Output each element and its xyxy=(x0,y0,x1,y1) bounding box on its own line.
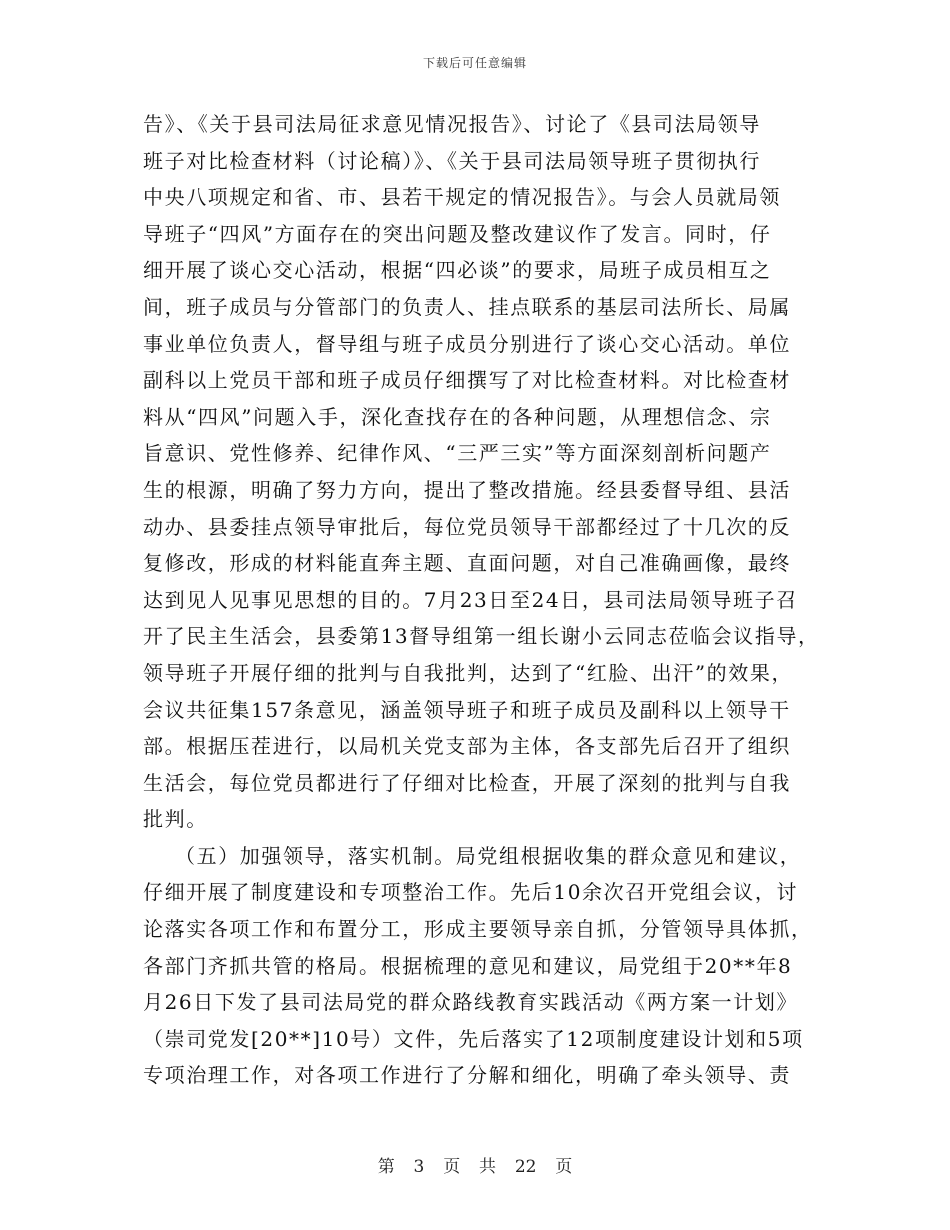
text-line: 批判。 xyxy=(143,807,208,832)
text-line: 导班子“四风”方面存在的突出问题及整改建议作了发言。同时，仔 xyxy=(143,221,772,246)
text-line: 细开展了谈心交心活动，根据“四必谈”的要求，局班子成员相互之 xyxy=(143,258,772,283)
section-heading-line: （五）加强领导，落实机制。局党组根据收集的群众意见和建议， xyxy=(175,843,802,868)
page-word: 第 xyxy=(377,1157,395,1177)
text-line: 班子对比检查材料（讨论稿）》、《关于县司法局领导班子贯彻执行 xyxy=(143,148,761,173)
text-line: 动办、县委挂点领导审批后，每位党员领导干部都经过了十几次的反 xyxy=(143,514,791,539)
text-line: 副科以上党员干部和班子成员仔细撰写了对比检查材料。对比检查材 xyxy=(143,368,791,393)
text-line: 各部门齐抓共管的格局。根据梳理的意见和建议，局党组于20**年8 xyxy=(143,953,793,978)
text-line: 开了民主生活会，县委第13督导组第一组长谢小云同志莅临会议指导， xyxy=(143,624,820,649)
document-body xyxy=(143,106,823,1094)
text-line: 专项治理工作，对各项工作进行了分解和细化，明确了牵头领导、责 xyxy=(143,1063,791,1088)
text-line: 生的根源，明确了努力方向，提出了整改措施。经县委督导组、县活 xyxy=(143,477,791,502)
page-unit: 页 xyxy=(443,1157,461,1177)
total-pages: 22 xyxy=(514,1157,537,1177)
text-line: 复修改，形成的材料能直奔主题、直面问题，对自己准确画像，最终 xyxy=(143,551,791,576)
text-line: 会议共征集157条意见，涵盖领导班子和班子成员及副科以上领导干 xyxy=(143,697,791,722)
total-unit: 页 xyxy=(555,1157,573,1177)
text-line: 告》、《关于县司法局征求意见情况报告》、讨论了《县司法局领导 xyxy=(143,112,761,136)
text-line: 部。根据压茬进行，以局机关党支部为主体，各支部先后召开了组织 xyxy=(143,734,791,759)
page-footer xyxy=(0,1152,950,1177)
text-line: 中央八项规定和省、市、县若干规定的情况报告》。与会人员就局领 xyxy=(143,185,781,210)
text-line: 仔细开展了制度建设和专项整治工作。先后10余次召开党组会议，讨 xyxy=(143,880,799,905)
text-line: 领导班子开展仔细的批判与自我批判，达到了“红脸、出汗”的效果， xyxy=(143,660,794,685)
text-line: 达到见人见事见思想的目的。7月23日至24日，县司法局领导班子召 xyxy=(143,587,798,612)
text-line: （崇司党发[20**]10号）文件，先后落实了12项制度建设计划和5项 xyxy=(143,1026,804,1051)
text-line: 月26日下发了县司法局党的群众路线教育实践活动《两方案一计划》 xyxy=(143,990,799,1015)
text-line: 生活会，每位党员都进行了仔细对比检查，开展了深刻的批判与自我 xyxy=(143,770,791,795)
text-line: 间，班子成员与分管部门的负责人、挂点联系的基层司法所长、局属 xyxy=(143,294,791,319)
text-line: 事业单位负责人，督导组与班子成员分别进行了谈心交心活动。单位 xyxy=(143,331,791,356)
page-header: 下载后可任意编辑 xyxy=(422,56,527,70)
page-number: 3 xyxy=(413,1157,425,1177)
text-line: 料从“四风”问题入手，深化查找存在的各种问题，从理想信念、宗 xyxy=(143,404,772,429)
total-word: 共 xyxy=(479,1157,496,1177)
text-line: 旨意识、党性修养、纪律作风、“三严三实”等方面深刻剖析问题产 xyxy=(143,441,772,466)
text-line: 论落实各项工作和布置分工，形成主要领导亲自抓，分管领导具体抓， xyxy=(143,917,813,942)
